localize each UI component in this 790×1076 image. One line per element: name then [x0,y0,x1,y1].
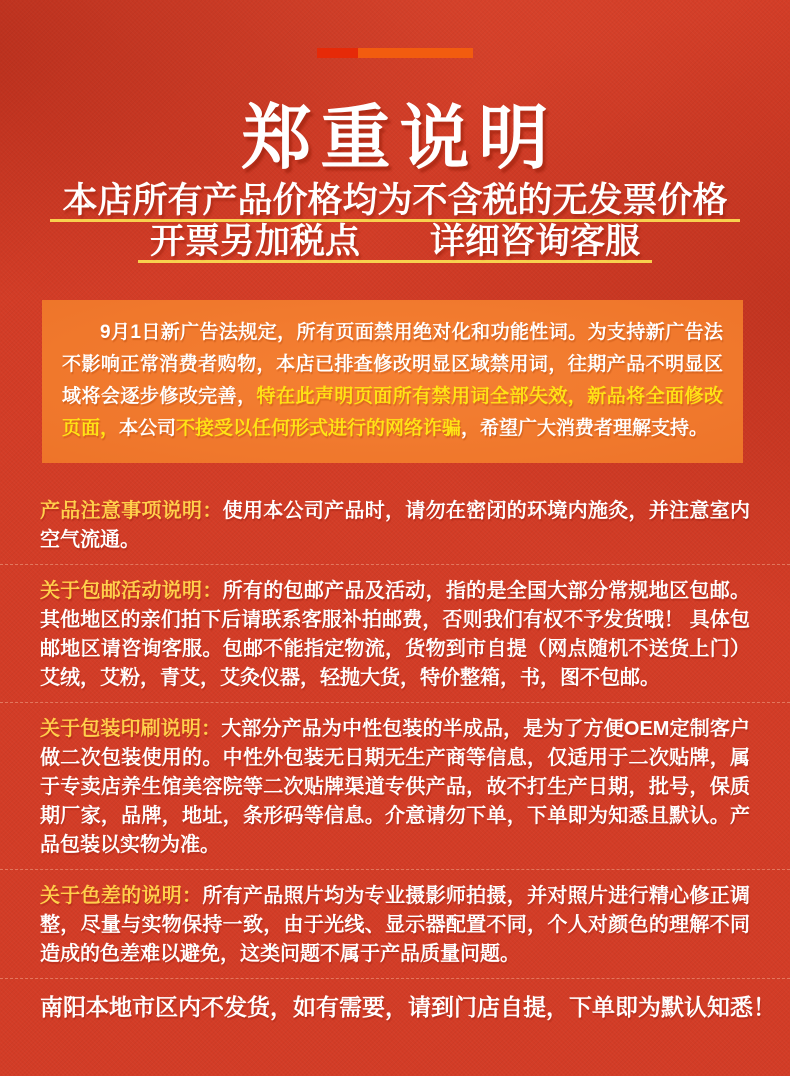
subtitle-line-2: 开票另加税点 详细咨询客服 [138,224,652,263]
notice-segment-highlight: 特在此声明页面所有禁用词全部失效，新品将全面修改页面， [62,386,723,439]
decorative-bar-left-segment [317,48,358,58]
section-body: 所有产品照片均为专业摄影师拍摄，并对照片进行精心修正调整，尽量与实物保持一致，由于光线、显示器配置不同，个人对颜色的理解不同造成的色差难以避免，这类问题不属于产品质量问题。 [40,885,751,965]
decorative-bar-right-segment [358,48,473,58]
notice-segment-regular: ，希望广大消费者理解支持。 [461,418,709,439]
section-body: 所有的包邮产品及活动，指的是全国大部分常规地区包邮。其他地区的亲们拍下后请联系客服补拍邮费，否则我们有权不予发货哦！ 具体包邮地区请咨询客服。包邮不能指定物流，货物到市自提（网点随机不送货上门）艾绒，艾粉，青艾，艾灸仪器，轻抛大货，特价整箱，书，图不包邮。 [40,580,751,689]
advertising-law-notice-box [42,300,743,463]
dashed-separator [0,702,790,703]
dashed-separator [0,564,790,565]
subtitle-block [0,183,790,263]
section-heading: 关于包邮活动说明： [40,580,223,602]
notice-segment-highlight: 不接受以任何形式进行的网络诈骗 [176,418,462,439]
section-heading: 关于包装印刷说明： [40,718,222,740]
section-free-shipping [40,577,750,693]
section-heading: 关于色差的说明： [40,885,203,907]
dashed-separator [0,869,790,870]
page-title: 郑重说明 [241,99,558,177]
footer-note: 南阳本地市区内不发货，如有需要，请到门店自提，下单即为默认知悉！ [40,994,776,1020]
section-body: 使用本公司产品时，请勿在密闭的环境内施灸，并注意室内空气流通。 [40,500,751,551]
notice-segment-regular: 本公司 [119,418,177,439]
section-packaging-printing [40,715,750,860]
section-product-notes [40,497,750,555]
sections-container [40,497,776,1023]
advertising-law-notice-text [62,317,723,445]
subtitle-line-1: 本店所有产品价格均为不含税的无发票价格 [50,183,739,222]
section-heading: 产品注意事项说明： [40,500,223,522]
section-body: 大部分产品为中性包装的半成品，是为了方便OEM定制客户做二次包装使用的。中性外包装无日期无生产商等信息，仅适用于二次贴牌，属于专卖店养生馆美容院等二次贴牌渠道专供产品，故不打生产日期，批号，保质期厂家，品牌，地址，条形码等信息。介意请勿下单，下单即为知悉且默认。产品包装以实物为准。 [40,718,751,856]
section-color-difference [40,882,750,969]
decorative-bar [0,48,790,58]
dashed-separator [0,978,790,979]
notice-segment-regular: 9月1日新广告法规定，所有页面禁用绝对化和功能性词。为支持新广告法不影响正常消费者购物，本店已排查修改明显区域禁用词，往期产品不明显区域将会逐步修改完善， [62,322,723,407]
